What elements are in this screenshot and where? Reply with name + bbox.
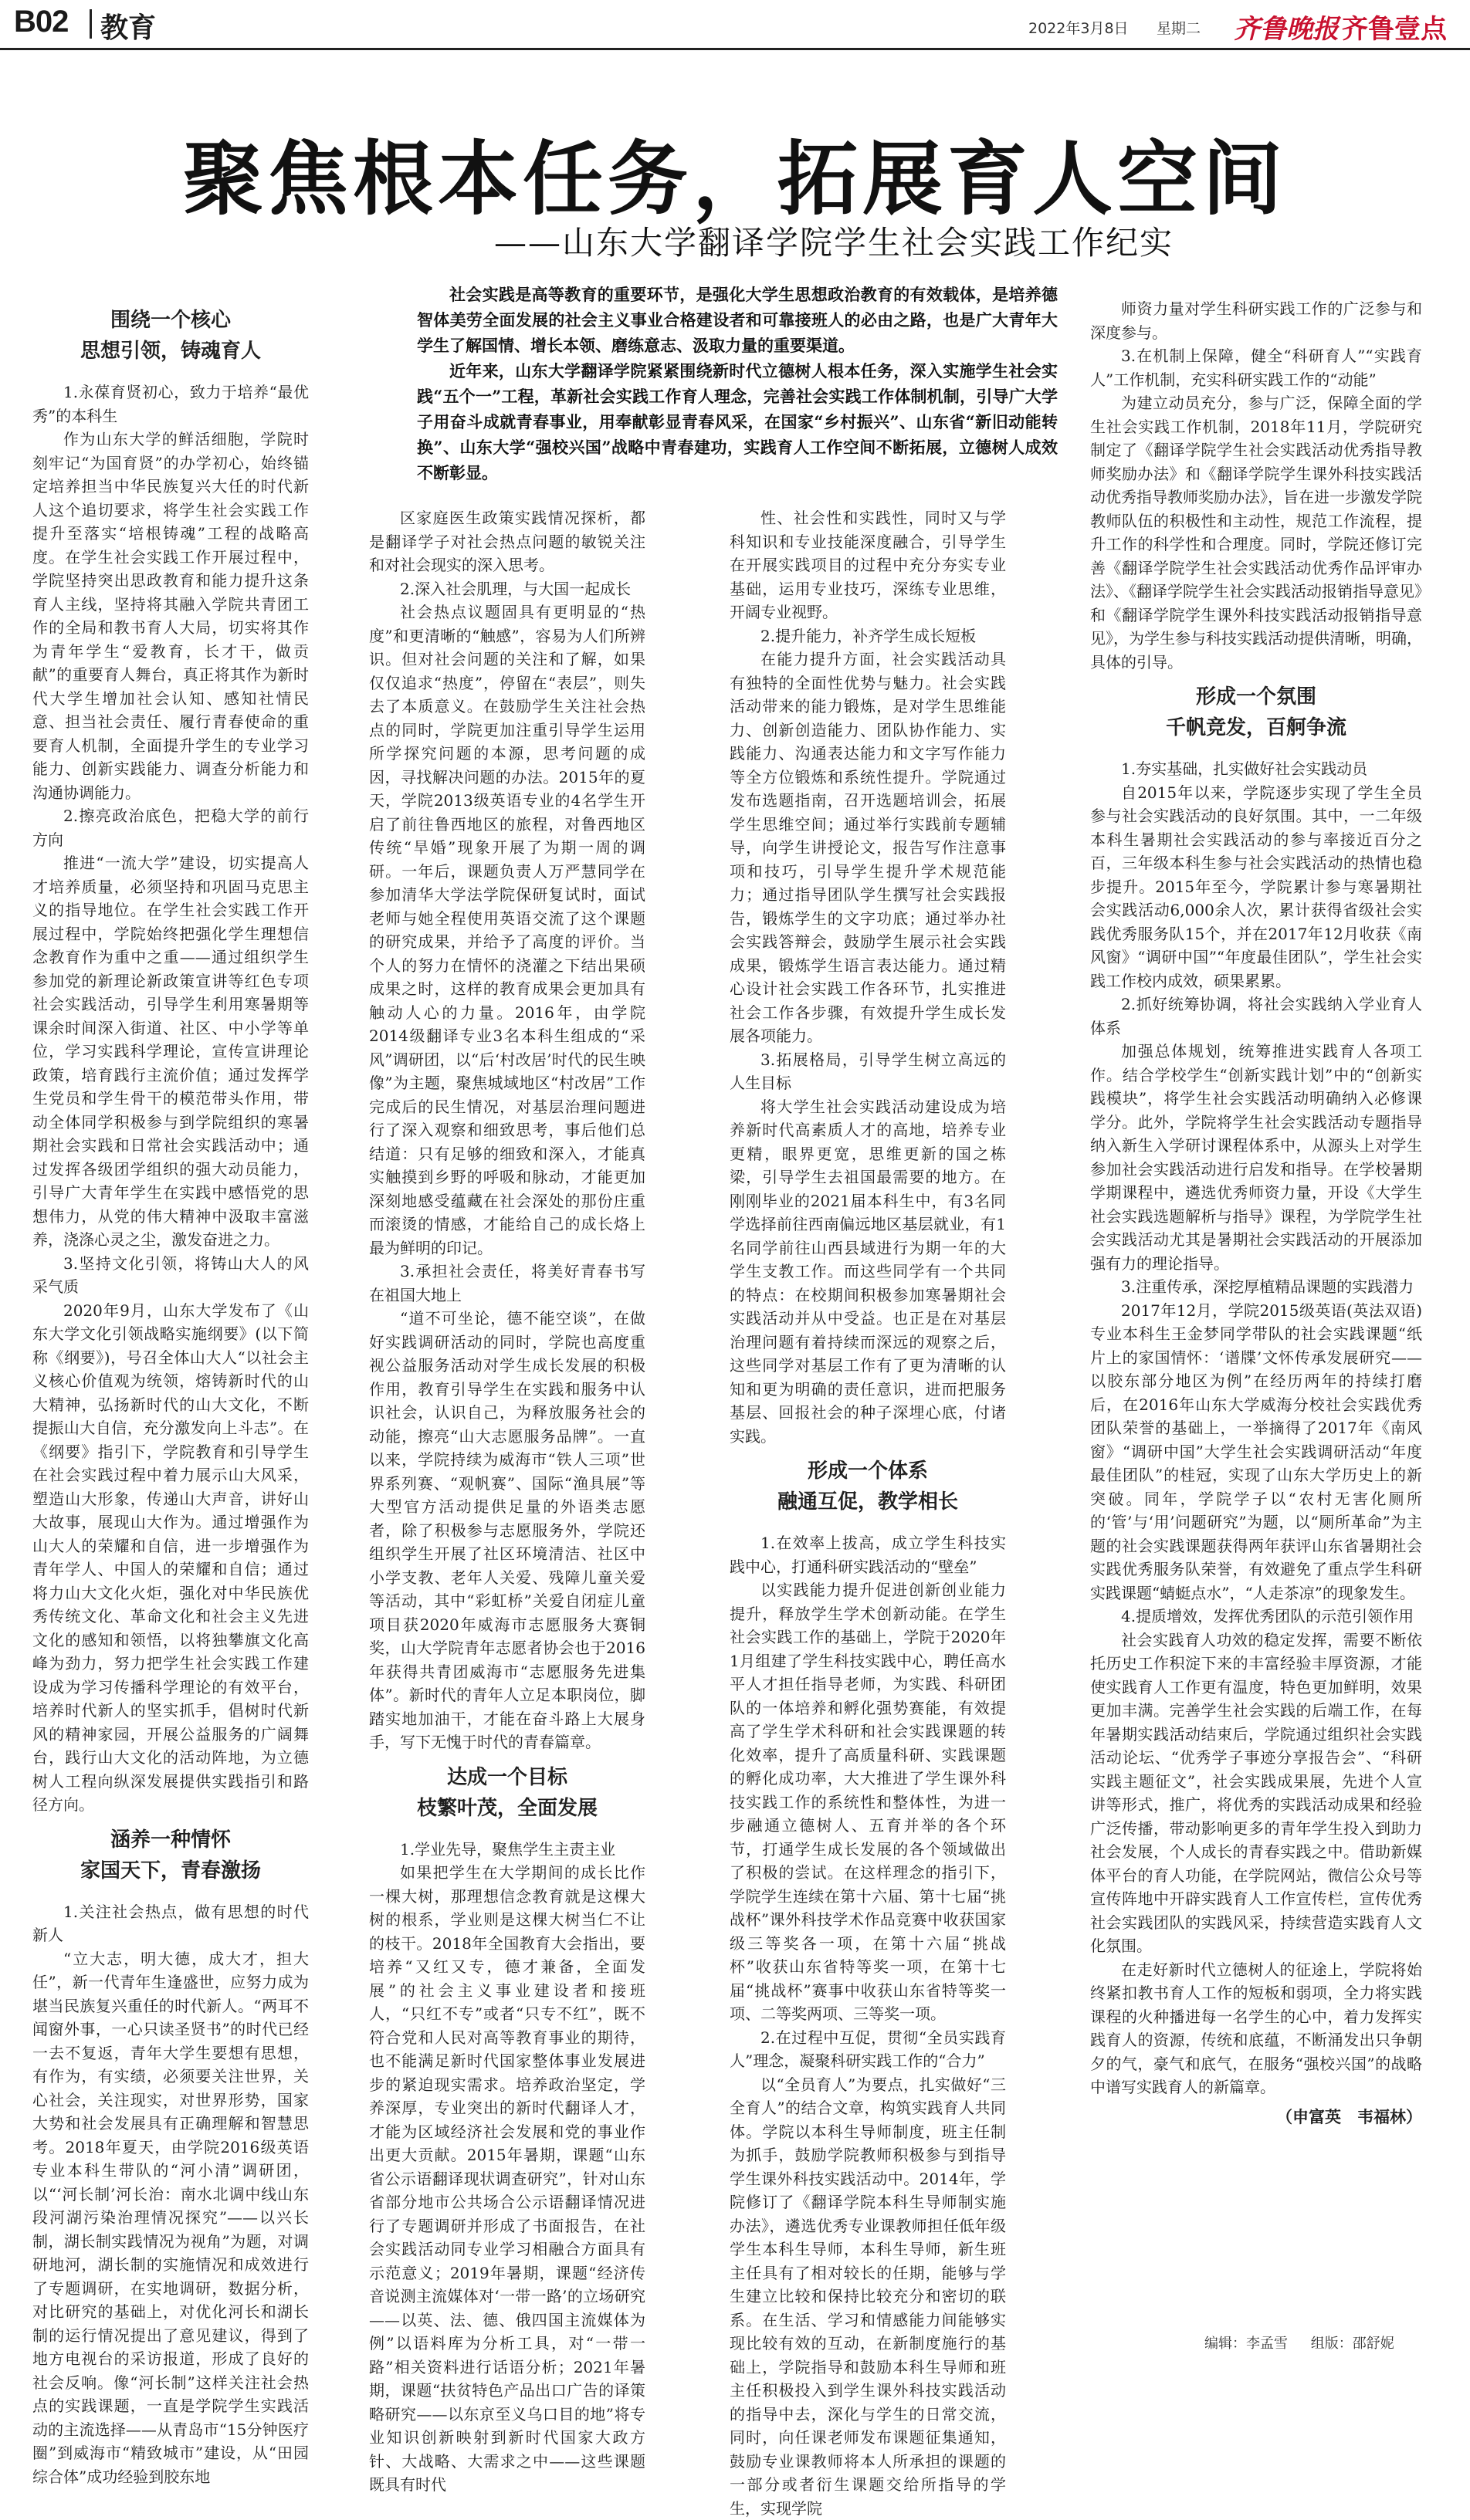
paragraph: “立大志，明大德，成大才，担大任”，新一代青年生逢盛世，应努力成为堪当民族复兴重任的时代新人。“两耳不闻窗外事，一心只读圣贤书”的时代已经一去不复返，青年大学生要想有思想，有作为，有实绩，必须要关注世界，关心社会，关注现实，对世界形势，国家大势和社会发展具有正确理解和智慧思考。2018年夏天，由学院2016级英语专业本科生带队的“河小清”调研团，以“‘河长制’河长治：南水北调中线山东段河湖污染治理情况探究”——以兴长制，湖长制实践情况为视角”为题，对调研地河，湖长制的实施情况和成效进行了专题调研，在实地调研，数据分析，对比研究的基础上，对优化河长和湖长制的运行情况提出了意见建议，得到了地方电视台的采访报道，形成了良好的社会反响。像“河长制”这样关注社会热点的实践课题，一直是学院学生实践活动的主流选择——从青岛市“15分钟医疗圈”到威海市“精致城市”建设，从“田园综合体”成功经验到胶东地 [32, 1947, 309, 2489]
paragraph: 2.提升能力，补齐学生成长短板 [730, 624, 1006, 648]
section-heading-main: 达成一个目标 [369, 1762, 645, 1793]
page-number: B02 [14, 5, 68, 39]
paragraph: 推进“一流大学”建设，切实提高人才培养质量，必须坚持和巩固马克思主义的指导地位。在学生社会实践工作开展过程中，学院始终把强化学生理想信念教育作为重中之重——通过组织学生参加党的新理论新政策宣讲等红色专项社会实践活动，引导学生利用寒暑期等课余时间深入街道、社区、中小学等单位，学习实践科学理论，宣传宣讲理论政策，培育践行主流价值；通过发挥学生党员和学生骨干的模范带头作用，带动全体同学积极参与到学院组织的寒暑期社会实践和日常社会实践活动中；通过发挥各级团学组织的强大动员能力，引导广大青年学生在实践中感悟党的思想伟力，从党的伟大精神中汲取丰富滋养，浇涤心灵之尘，激发奋进之力。 [32, 851, 309, 1252]
paragraph: 加强总体规划，统筹推进实践育人各项工作。结合学校学生“创新实践计划”中的“创新实践模块”，将学生社会实践活动明确纳入必修课学分。此外，学院将学生社会实践活动专题指导纳入新生入学研讨课程体系中，从源头上对学生参加社会实践活动进行启发和指导。在学校暑期学期课程中，遴选优秀师资力量，开设《大学生社会实践选题解析与指导》课程，为学院学生社会实践活动尤其是暑期社会实践活动的开展添加强有力的理论指导。 [1090, 1040, 1422, 1275]
paragraph: 在走好新时代立德树人的征途上，学院将始终紧扣教书育人工作的短板和弱项，全力将实践课程的火种播进每一名学生的心中，着力发挥实践育人的资源，传统和底蕴，不断涌发出只争朝夕的气，豪气和底气，在服务“强校兴国”的战略中谱写实践育人的新篇章。 [1090, 1958, 1422, 2099]
page-header [0, 0, 1470, 48]
paragraph: 社会实践育人功效的稳定发挥，需要不断依托历史工作积淀下来的丰富经验丰厚资源，才能使实践育人工作更有温度，特色更加鲜明，效果更加丰满。完善学生社会实践的后端工作，在每年暑期实践活动结束后，学院通过组织社会实践活动论坛、“优秀学子事迹分享报告会”、“科研实践主题征文”，社会实践成果展，先进个人宣讲等形式，推广，将优秀的实践活动成果和经验广泛传播，带动影响更多的青年学生投入到助力社会发展，个人成长的青春实践之中。借助新媒体平台的育人功能，在学院网站，微信公众号等宣传阵地中开辟实践育人工作宣传栏，宣传优秀社会实践团队的实践风采，持续营造实践育人文化氛围。 [1090, 1629, 1422, 1958]
section-heading [369, 1762, 645, 1824]
paragraph: 2.在过程中互促，贯彻“全员实践育人”理念，凝聚科研实践工作的“合力” [730, 2026, 1006, 2073]
column-4 [1090, 297, 1422, 2273]
column-3 [730, 506, 1006, 2300]
section-heading-main: 涵养一种情怀 [32, 1825, 309, 1855]
section-heading-main: 形成一个氛围 [1090, 682, 1422, 712]
paragraph: 4.提质增效，发挥优秀团队的示范引领作用 [1090, 1605, 1422, 1629]
section-heading-main: 围绕一个核心 [32, 305, 309, 336]
section-heading-sub: 千帆竞发，百舸争流 [1090, 712, 1422, 743]
section-heading [32, 1825, 309, 1886]
layout-credit: 组版：邵舒妮 [1311, 2336, 1394, 2352]
header-rule [0, 48, 1470, 50]
paragraph: 3.注重传承，深挖厚植精品课题的实践潜力 [1090, 1275, 1422, 1299]
page-footer [1204, 2332, 1394, 2353]
paragraph: 2020年9月，山东大学发布了《山东大学文化引领战略实施纲要》(以下简称《纲要》)，号召全体山大人“以社会主义核心价值观为统领，熔铸新时代的山大精神，弘扬新时代的山大文化，不断提振山大自信，充分激发向上斗志”。在《纲要》指引下，学院教育和引导学生在社会实践过程中着力展示山大风采，塑造山大形象，传递山大声音，讲好山大故事，展现山大作为。通过增强作为山大人的荣耀和自信，进一步增强作为青年学人、中国人的荣耀和自信；通过将力山大文化火炬，强化对中华民族优秀传统文化、革命文化和社会主义先进文化的感知和领悟，以将独攀旗文化高峰为劲力，努力把学生社会实践工作建设成为学习传播科学理论的有效平台，培养时代新人的坚实抓手，倡树时代新风的精神家园，开展公益服务的广阔舞台，践行山大文化的活动阵地，为立德树人工程向纵深发展提供实践指引和路径方向。 [32, 1299, 309, 1817]
paragraph: 将大学生社会实践活动建设成为培养新时代高素质人才的高地，培养专业更精，眼界更宽，思维更新的国之栋梁，引导学生去祖国最需要的地方。在刚刚毕业的2021届本科生中，有3名同学选择前往西南偏远地区基层就业，有1名同学前往山西县域进行为期一年的大学生支教工作。而这些同学有一个共同的特点：在校期间积极参加寒暑期社会实践活动并从中受益。也正是在对基层治理问题有着持续而深远的观察之后，这些同学对基层工作有了更为清晰的认知和更为明确的责任意识，进而把服务基层、回报社会的种子深埋心底，付诸实践。 [730, 1095, 1006, 1449]
paragraph: 师资力量对学生科研实践工作的广泛参与和深度参与。 [1090, 297, 1422, 344]
section-name: 教育 [100, 6, 156, 46]
section-heading [1090, 682, 1422, 743]
paragraph: “道不可坐论，德不能空谈”，在做好实践调研活动的同时，学院也高度重视公益服务活动对学生成长发展的积极作用，教育引导学生在实践和服务中认识社会，认识自己，为释放服务社会的动能，擦亮“山大志愿服务品牌”。一直以来，学院持续为威海市“铁人三项”世界系列赛、“观帆赛”、国际“渔具展”等大型官方活动提供足量的外语类志愿者，除了积极参与志愿服务外，学院还组织学生开展了社区环境清洁、社区中小学支教、老年人关爱、残障儿童关爱等活动，其中“彩虹桥”关爱自闭症儿童项目获2020年威海市志愿服务大赛铜奖，山大学院青年志愿者协会也于2016年获得共青团威海市“志愿服务先进集体”。新时代的青年人立足本职岗位，脚踏实地加油干，才能在奋斗路上大展身手，写下无愧于时代的青春篇章。 [369, 1307, 645, 1754]
paragraph: 区家庭医生政策实践情况探析，都是翻译学子对社会热点问题的敏锐关注和对社会现实的深入思考。 [369, 506, 645, 577]
paragraph: 3.承担社会责任，将美好青春书写在祖国大地上 [369, 1260, 645, 1307]
section-heading-sub: 枝繁叶茂，全面发展 [369, 1793, 645, 1824]
paragraph: 2017年12月，学院2015级英语(英法双语)专业本科生王金梦同学带队的社会实践课题“纸片上的家国情怀：‘谱牒’文怀传承发展研究——以胶东部分地区为例”在经历两年的持续打磨后，在2016年山东大学威海分校社会实践优秀团队荣誉的基础上，一举摘得了2017年《南风窗》“调研中国”大学生社会实践调研活动“年度最佳团队”的桂冠，实现了山东大学历史上的新突破。同年，学院学子以“农村无害化厕所的‘管’与‘用’问题研究”为题，以“厕所革命”为主题的社会实践课题获得两年获评山东省暑期社会实践优秀服务队荣誉，有效避免了重点学生科研实践课题“蜻蜓点水”，“人走茶凉”的现象发生。 [1090, 1299, 1422, 1605]
paragraph: 3.坚持文化引领，将铸山大人的风采气质 [32, 1252, 309, 1299]
article-intro [417, 282, 1058, 529]
issue-weekday: 星期二 [1157, 17, 1201, 38]
paragraph: 3.在机制上保障，健全“科研育人”“实践育人”工作机制，充实科研实践工作的“动能” [1090, 344, 1422, 391]
paragraph: 以“全员育人”为要点，扎实做好“三全育人”的结合文章，构筑实践育人共同体。学院以本科生导师制度，班主任制为抓手，鼓励学院教师积极参与到指导学生课外科技实践活动中。2014年，学院修订了《翻译学院本科生导师制实施办法》，遴选优秀专业课教师担任低年级学生本科生导师，本科生导师，新生班主任具有了相对较长的任期，能够与学生建立比较和保持比较充分和密切的联系。在生活、学习和情感能力间能够实现比较有效的互动，在新制度施行的基础上，学院指导和鼓励本科生导师和班主任积极投入到学生课外科技实践活动的指导中去，深化与学生的日常交流，同时，向任课老师发布课题征集通知，鼓励专业课教师将本人所承担的课题的一部分或者衍生课题交给所指导的学生，实现学院 [730, 2073, 1006, 2520]
section-heading-main: 形成一个体系 [730, 1456, 1006, 1487]
paragraph: 1.夯实基础，扎实做好社会实践动员 [1090, 757, 1422, 781]
paragraph: 1.学业先导，聚焦学生主责主业 [369, 1838, 645, 1862]
intro-paragraph: 近年来，山东大学翻译学院紧紧围绕新时代立德树人根本任务，深入实施学生社会实践“五个一”工程，革新社会实践工作育人理念，完善社会实践工作体制机制，引导广大学子用奋斗成就青春事业，用奉献彰显青春风采，在国家“乡村振兴”、山东省“新旧动能转换”、山东大学“强校兴国”战略中青春建功，实践育人工作空间不断拓展，立德树人成效不断彰显。 [417, 358, 1058, 485]
paragraph: 性、社会性和实践性，同时又与学科知识和专业技能深度融合，引导学生在开展实践项目的过程中充分夯实专业基础，运用专业技巧，深练专业思维，开阔专业视野。 [730, 506, 1006, 624]
paragraph: 自2015年以来，学院逐步实现了学生全员参与社会实践活动的良好氛围。其中，一二年级本科生暑期社会实践活动的参与率接近百分之百，三年级本科生参与社会实践活动的热情也稳步提升。2015年至今，学院累计参与寒暑期社会实践活动6,000余人次，累计获得省级社会实践优秀服务队15个，并在2017年12月收获《南风窗》“调研中国”“年度最佳团队”，学生社会实践工作校内成效，硕果累累。 [1090, 781, 1422, 993]
column-2 [369, 506, 645, 2300]
paragraph: 3.拓展格局，引导学生树立高远的人生目标 [730, 1048, 1006, 1095]
paragraph: 在能力提升方面，社会实践活动具有独特的全面性优势与魅力。社会实践活动带来的能力锻炼，是对学生思维能力、创新创造能力、团队协作能力、实践能力、沟通表达能力和文字写作能力等全方位锻炼和系统性提升。学院通过发布选题指南，召开选题培训会，拓展学生思维空间；通过举行实践前专题辅导，向学生讲授论文，报告写作注意事项和技巧，引导学生提升学术规范能力；通过指导团队学生撰写社会实践报告，锻炼学生的文字功底；通过举办社会实践答辩会，鼓励学生展示社会实践成果，锻炼学生语言表达能力。通过精心设计社会实践工作各环节，扎实推进社会工作各步骤，有效提升学生成长发展各项能力。 [730, 648, 1006, 1048]
byline: （申富英 韦福林） [1090, 2106, 1422, 2129]
paragraph: 社会热点议题固具有更明显的“热度”和更清晰的“触感”，容易为人们所辨识。但对社会问题的关注和了解，如果仅仅追求“热度”，停留在“表层”，则失去了本质意义。在鼓励学生关注社会热点的同时，学院更加注重引导学生运用所学探究问题的本源，思考问题的成因，寻找解决问题的办法。2015年的夏天，学院2013级英语专业的4名学生开启了前往鲁西地区的旅程，对鲁西地区传统“旱婚”现象开展了为期一周的调研。一年后，课题负责人万严慧同学在参加清华大学法学院保研复试时，面试老师与她全程使用英语交流了这个课题的研究成果，并给予了高度的评价。当个人的努力在情怀的浇灌之下结出果硕成果之时，这样的教育成果会更加具有触动人心的力量。2016年，由学院2014级翻译专业3名本科生组成的“采风”调研团，以“后‘村改居’时代的民生映像”为主题，聚焦城域地区“村改居”工作完成后的民生情况，对基层治理问题进行了深入观察和细致思考，事后他们总结道：只有足够的细致和深入，才能真实触摸到乡野的呼吸和脉动，才能更加深刻地感受蕴藏在社会深处的那份庄重而滚烫的情感，才能给自己的成长烙上最为鲜明的印记。 [369, 600, 645, 1260]
section-heading [730, 1456, 1006, 1517]
app-logo: 齐鲁壹点 [1342, 8, 1447, 46]
section-heading [32, 305, 309, 367]
paragraph: 1.永葆育贤初心，致力于培养“最优秀”的本科生 [32, 381, 309, 428]
header-divider [90, 9, 92, 39]
paragraph: 作为山东大学的鲜活细胞，学院时刻牢记“为国育贤”的办学初心，始终锚定培养担当中华民族复兴大任的时代新人这个追切要求，将学生社会实践工作提升至落实“培根铸魂”工程的战略高度。在学生社会实践工作开展过程中，学院坚持突出思政教育和能力提升这条育人主线，坚持将其融入学院共青团工作的全局和教书育人大局，切实将其作为青年学生“爱教育，长才干，做贡献”的重要育人舞台，真正将其作为新时代大学生增加社会认知、感知社情民意、担当社会责任、履行青春使命的重要育人机制，全面提升学生的专业学习能力、创新实践能力、调查分析能力和沟通协调能力。 [32, 428, 309, 804]
section-heading-sub: 融通互促，教学相长 [730, 1487, 1006, 1517]
paragraph: 1.在效率上拔高，成立学生科技实践中心，打通科研实践活动的“壁垒” [730, 1531, 1006, 1578]
section-heading-sub: 思想引领，铸魂育人 [32, 336, 309, 367]
paragraph: 1.关注社会热点，做有思想的时代新人 [32, 1900, 309, 1947]
paragraph: 2.深入社会肌理，与大国一起成长 [369, 577, 645, 601]
article-title: 聚焦根本任务，拓展育人空间 [0, 114, 1470, 230]
section-heading-sub: 家国天下，青春激扬 [32, 1855, 309, 1886]
paragraph: 以实践能力提升促进创新创业能力提升，释放学生学术创新动能。在学生社会实践工作的基础上，学院于2020年1月组建了学生科技实践中心，聘任高水平人才担任指导老师，为实践、科研团队的一体培养和孵化强势赛能，有效提高了学生学术科研和社会实践课题的转化效率，提升了高质量科研、实践课题的孵化成功率，大大推进了学生课外科技实践工作的系统性和整体性，为进一步融通立德树人、五育并举的各个环节，打通学生成长发展的各个领域做出了积极的尝试。在这样理念的指引下，学院学生连续在第十六届、第十七届“挑战杯”课外科技学术作品竞赛中收获国家级三等奖各一项，在第十六届“挑战杯”收获山东省特等奖一项，在第十七届“挑战杯”赛事中收获山东省特等奖一项、二等奖两项、三等奖一项。 [730, 1578, 1006, 2026]
paragraph: 2.抓好统筹协调，将社会实践纳入学业育人体系 [1090, 993, 1422, 1040]
paragraph: 为建立动员充分，参与广泛，保障全面的学生社会实践工作机制，2018年11月，学院研究制定了《翻译学院学生社会实践活动优秀指导教师奖励办法》和《翻译学院学生课外科技实践活动优秀指导教师奖励办法》，旨在进一步激发学院教师队伍的积极性和主动性，规范工作流程，提升工作的科学性和合理度。同时，学院还修订完善《翻译学院学生社会实践活动优秀作品评审办法》、《翻译学院学生社会实践活动报销指导意见》和《翻译学院学生课外科技实践活动报销指导意见》，为学生参与科技实践活动提供清晰，明确，具体的引导。 [1090, 391, 1422, 674]
editor-credit: 编辑：李孟雪 [1204, 2336, 1288, 2352]
paragraph: 2.擦亮政治底色，把稳大学的前行方向 [32, 804, 309, 851]
issue-date: 2022年3月8日 [1028, 17, 1129, 38]
paragraph: 如果把学生在大学期间的成长比作一棵大树，那理想信念教育就是这棵大树的根系，学业则是这棵大树当仁不让的枝干。2018年全国教育大会指出，要培养“又红又专，德才兼备，全面发展”的社会主义事业建设者和接班人，“只红不专”或者“只专不红”，既不符合党和人民对高等教育事业的期待，也不能满足新时代国家整体事业发展进步的紧迫现实需求。培养政治坚定，学养深厚，专业突出的新时代翻译人才，才能为区域经济社会发展和党的事业作出更大贡献。2015年暑期，课题“山东省公示语翻译现状调查研究”，针对山东省部分地市公共场合公示语翻译情况进行了专题调研并形成了书面报告，在社会实践活动同专业学习相融合方面具有示范意义；2019年暑期，课题“经济传音说测主流媒体对‘一带一路’的立场研究——以英、法、德、俄四国主流媒体为例”以语料库为分析工具，对“一带一路”相关资料进行话语分析；2021年暑期，课题“扶贫特色产品出口广告的译策略研究——以东京至义乌口目的地”将专业知识创新映射到新时代国家大政方针、大战略、大需求之中——这些课题既具有时代 [369, 1861, 645, 2497]
newspaper-logo: 齐鲁晚报 [1234, 8, 1339, 46]
intro-paragraph: 社会实践是高等教育的重要环节，是强化大学生思想政治教育的有效载体，是培养德智体美劳全面发展的社会主义事业合格建设者和可靠接班人的必由之路，也是广大青年大学生了解国情、增长本领、磨练意志、汲取力量的重要渠道。 [417, 282, 1058, 358]
column-1 [32, 297, 309, 2300]
article-subtitle: ——山东大学翻译学院学生社会实践工作纪实 [293, 218, 1374, 264]
